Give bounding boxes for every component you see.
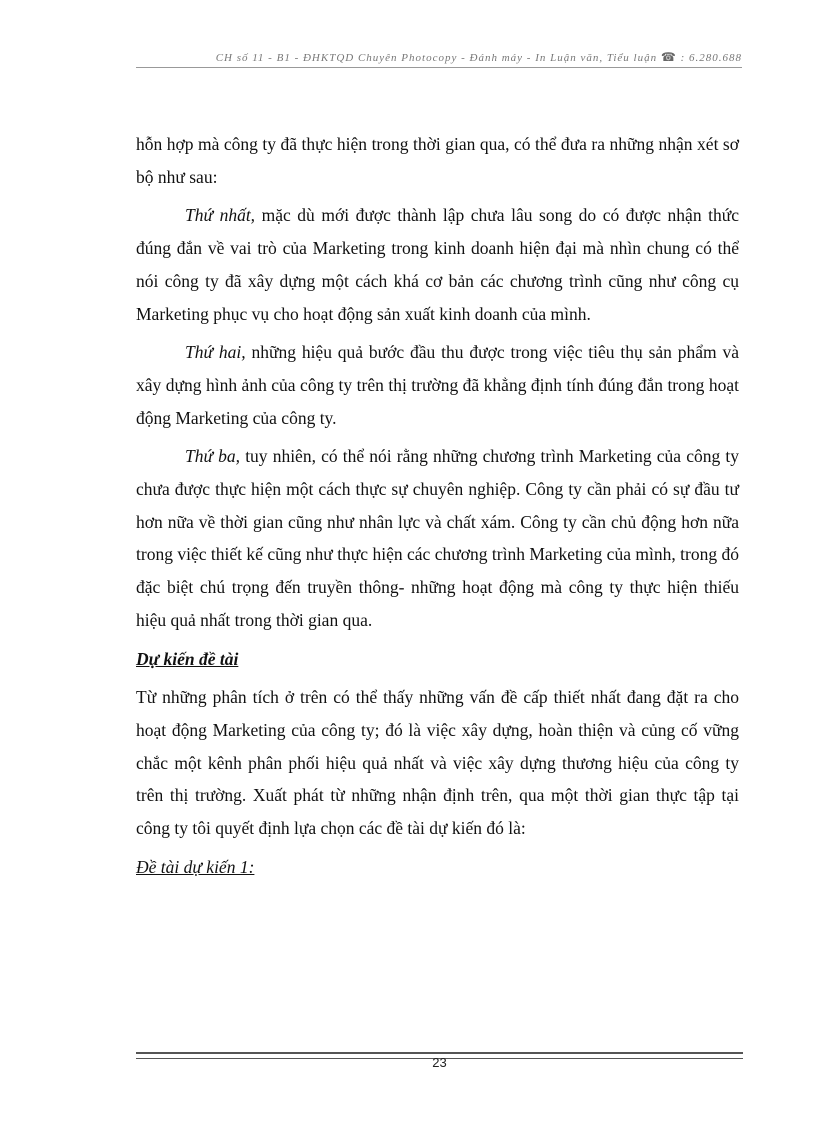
running-header xyxy=(136,50,742,68)
paragraph-first-text: mặc dù mới được thành lập chưa lâu song do có được nhận thức đúng đắn về vai trò của Marketing trong kinh doanh hiện đại mà nhìn chung có thể nói công ty đã xây dựng một cách khá cơ bản các chương trình cũng như công cụ Marketing phục vụ cho hoạt động sản xuất kinh doanh của mình. xyxy=(136,205,739,324)
section-heading: Dự kiến đề tài xyxy=(136,648,239,669)
phone-icon: ☎ xyxy=(660,50,677,64)
paragraph-intro: hỗn hợp mà công ty đã thực hiện trong thời gian qua, có thể đưa ra những nhận xét sơ bộ như sau: xyxy=(136,134,739,187)
header-phone: : 6.280.688 xyxy=(680,52,742,64)
paragraph-proposal: Từ những phân tích ở trên có thể thấy những vấn đề cấp thiết nhất đang đặt ra cho hoạt động Marketing của công ty; đó là việc xây dựng, hoàn thiện và củng cố vững chắc một kênh phân phối hiệu quả nhất và việc xây dựng thương hiệu của công ty trên thị trường. Xuất phát từ những nhận định trên, qua một thời gian thực tập tại công ty tôi quyết định lựa chọn các đề tài dự kiến đó là: xyxy=(136,687,739,839)
page-body xyxy=(136,128,739,889)
header-text: CH số 11 - B1 - ĐHKTQD Chuyên Photocopy - Đánh máy - In Luận văn, Tiểu luận xyxy=(215,52,658,64)
paragraph-second xyxy=(136,336,739,434)
paragraph-first-lead: Thứ nhất, xyxy=(185,205,256,226)
paragraph-third xyxy=(136,440,739,636)
paragraph-first xyxy=(136,199,739,330)
subheading-topic-1: Đề tài dự kiến 1: xyxy=(136,856,255,877)
paragraph-third-text: tuy nhiên, có thể nói rằng những chương trình Marketing của công ty chưa được thực hiện một cách thực sự chuyên nghiệp. Công ty cần phải có sự đầu tư hơn nữa về thời gian cũng như nhân lực và chất xám. Công ty cần chủ động hơn nữa trong việc thiết kế cũng như thực hiện các chương trình Marketing của mình, trong đó đặc biệt chú trọng đến truyền thông- những hoạt động mà công ty thực hiện thiếu hiệu quả nhất trong thời gian qua. xyxy=(136,446,739,630)
page-number: 23 xyxy=(432,1055,447,1070)
paragraph-second-text: những hiệu quả bước đầu thu được trong việc tiêu thụ sản phẩm và xây dựng hình ảnh của công ty trên thị trường đã khẳng định tính đúng đắn trong hoạt động Marketing của công ty. xyxy=(136,342,739,428)
paragraph-second-lead: Thứ hai, xyxy=(185,342,246,363)
paragraph-third-lead: Thứ ba, xyxy=(185,446,241,467)
